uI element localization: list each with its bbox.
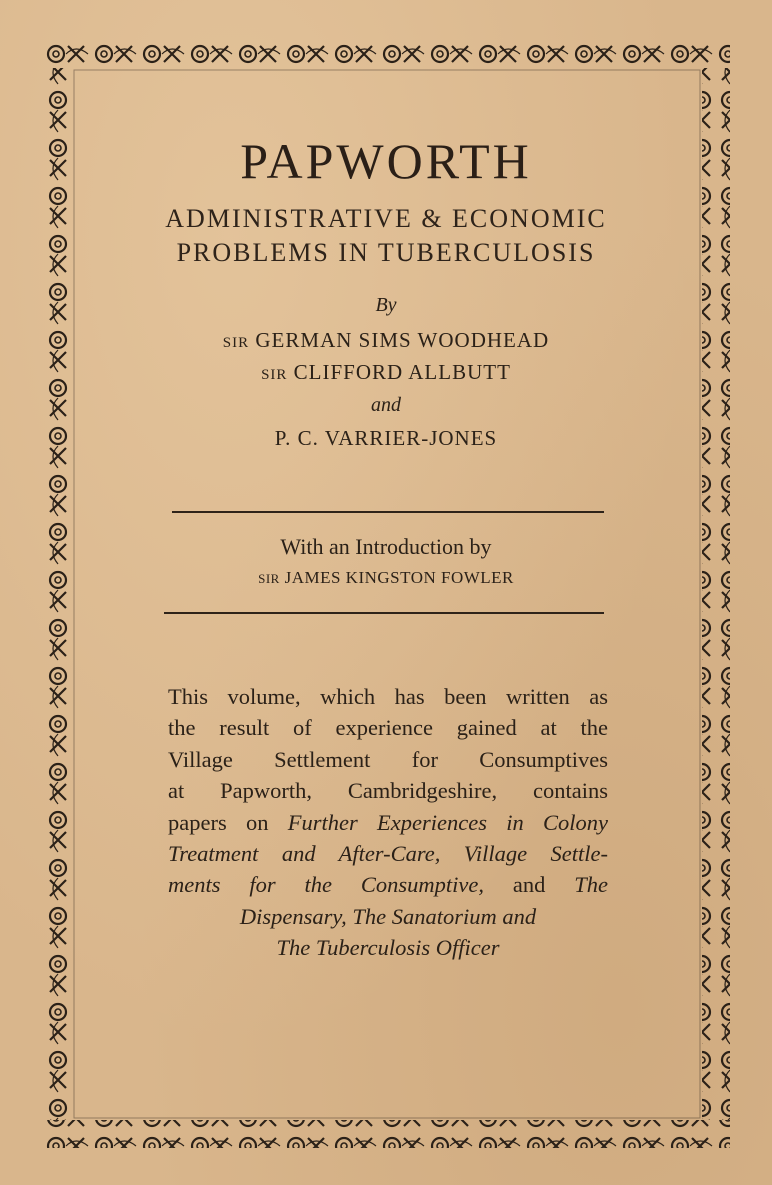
- description-line-2: the result of experience gained at the: [168, 715, 608, 741]
- description-line-7: [168, 869, 608, 900]
- author-2-name: CLIFFORD ALLBUTT: [293, 360, 511, 384]
- description-line-9: [168, 932, 608, 963]
- introduction-label: With an Introduction by: [280, 534, 492, 559]
- divider-rule-bottom: [164, 612, 604, 614]
- description-line-4: at Papworth, Cambridgeshire, contains: [168, 778, 608, 804]
- subtitle-line-2: PROBLEMS IN TUBERCULOSIS: [176, 238, 596, 267]
- description-line-8: [168, 901, 608, 932]
- author-1-prefix: SIR: [222, 335, 250, 351]
- introduction-author-name: JAMES KINGSTON FOWLER: [284, 568, 514, 587]
- description-line-1: This volume, which has been written as: [168, 684, 608, 709]
- book-title: PAPWORTH: [240, 133, 532, 189]
- and-label: and: [371, 394, 401, 416]
- description-line-6-italic: Treatment and After-Care, Village Settle-: [168, 841, 608, 867]
- description-line-3: Village Settlement for Consumptives: [168, 746, 608, 772]
- author-1-name: GERMAN SIMS WOODHEAD: [255, 328, 550, 352]
- description-line-7-roman: and: [484, 872, 575, 898]
- description-line-5: [168, 807, 608, 838]
- introduction-author: [100, 568, 672, 588]
- author-3: P. C. VARRIER-JONES: [274, 426, 498, 450]
- author-1: [100, 328, 672, 353]
- description-line-6: [168, 838, 608, 869]
- description-line-7-italic-a: ments for the Consumptive,: [168, 872, 484, 898]
- description-line-7-italic-b: The: [574, 872, 608, 898]
- description-line-8-italic: Dispensary, The Sanatorium and: [239, 903, 537, 929]
- cover-content: [100, 0, 672, 1185]
- introduction-author-prefix: SIR: [258, 571, 280, 586]
- description-line-5-roman: papers on: [168, 809, 288, 835]
- description-line-9-italic: The Tuberculosis Officer: [276, 935, 500, 961]
- author-2: [100, 360, 672, 385]
- description-paragraph: [168, 681, 608, 964]
- author-2-prefix: SIR: [261, 367, 288, 383]
- divider-rule-top: [172, 511, 604, 513]
- description-line-5-italic: Further Experiences in Colony: [287, 809, 608, 835]
- by-label: By: [375, 294, 397, 316]
- subtitle-line-1: ADMINISTRATIVE & ECONOMIC: [165, 204, 607, 233]
